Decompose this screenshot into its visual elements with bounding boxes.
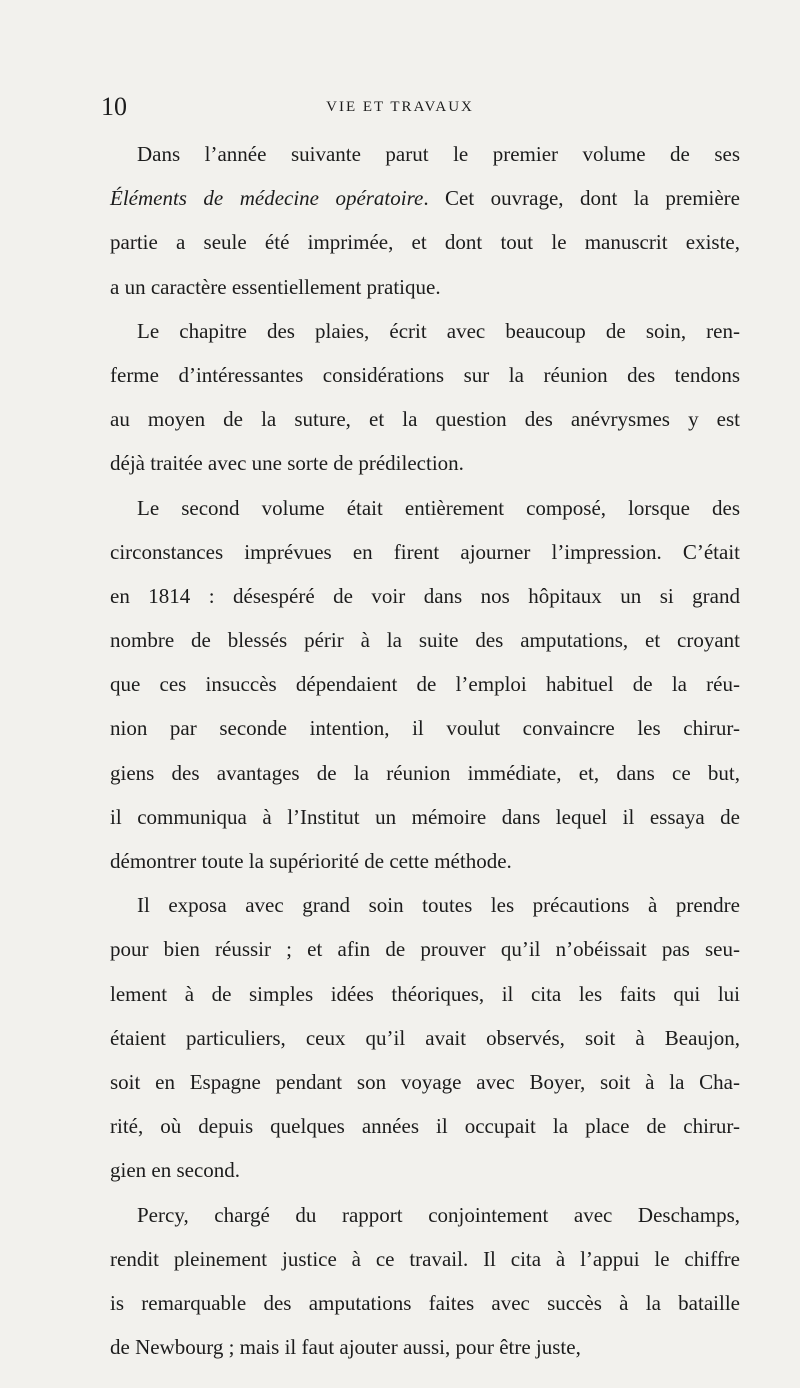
text-line (110, 1332, 740, 1376)
paragraph (110, 1200, 740, 1377)
body-text (110, 139, 740, 1376)
text-segment: Dans l’année suivante parut le premier volume de ses (137, 142, 740, 166)
text-line (110, 979, 740, 1023)
text-line (110, 227, 740, 271)
text-segment: lement à de simples idées théoriques, il cita les faits qui lui (110, 981, 740, 1006)
paragraph (110, 316, 740, 493)
text-segment: nombre de blessés périr à la suite des amputations, et croyant (110, 628, 740, 653)
text-segment: nion par seconde intention, il voulut convaincre les chirur- (110, 716, 740, 741)
text-line (110, 493, 740, 537)
text-line (110, 272, 740, 316)
page-number: 10 (101, 92, 127, 121)
text-line (110, 581, 740, 625)
text-segment: Percy, chargé du rapport conjointement avec Deschamps, (137, 1202, 740, 1227)
text-line (110, 846, 740, 890)
text-line (110, 1244, 740, 1288)
text-segment: déjà traitée avec une sorte de prédilection. (110, 451, 464, 476)
running-title: VIE ET TRAVAUX (326, 99, 474, 115)
text-segment: il communiqua à l’Institut un mémoire dans lequel il essaya de (110, 804, 740, 829)
text-segment: is remarquable des amputations faites avec succès à la bataille (110, 1290, 740, 1315)
text-segment: Le second volume était entièrement composé, lorsque des (137, 495, 740, 520)
paragraph (110, 493, 740, 891)
text-line (110, 139, 740, 183)
text-line (110, 1023, 740, 1067)
paragraph (110, 890, 740, 1199)
text-segment: partie a seule été imprimée, et dont tout le manuscrit existe, (110, 230, 740, 255)
text-segment: de Newbourg ; mais il faut ajouter aussi, pour être juste, (110, 1335, 581, 1360)
text-line (110, 758, 740, 802)
text-segment: pour bien réussir ; et afin de prouver qu’il n’obéissait pas seu- (110, 937, 740, 962)
text-line (110, 802, 740, 846)
text-segment: démontrer toute la supériorité de cette méthode. (110, 849, 512, 873)
text-line (110, 669, 740, 713)
page-header (0, 92, 800, 122)
text-segment: étaient particuliers, ceux qu’il avait observés, soit à Beaujon, (110, 1025, 740, 1050)
paragraph (110, 139, 740, 316)
text-line (110, 537, 740, 581)
text-segment: en 1814 : désespéré de voir dans nos hôpitaux un si grand (110, 583, 740, 608)
text-line (110, 316, 740, 360)
book-title-italic: Éléments de médecine opératoire (110, 186, 424, 211)
text-line (110, 360, 740, 404)
text-segment: rité, où depuis quelques années il occupait la place de chirur- (110, 1114, 740, 1139)
text-segment: rendit pleinement justice à ce travail. Il cita à l’appui le chiffre (110, 1246, 740, 1271)
text-line (110, 1288, 740, 1332)
text-segment: giens des avantages de la réunion immédiate, et, dans ce but, (110, 760, 740, 785)
text-segment: Il exposa avec grand soin toutes les précautions à prendre (137, 893, 740, 918)
text-line (110, 890, 740, 934)
text-line (110, 625, 740, 669)
text-segment: soit en Espagne pendant son voyage avec Boyer, soit à la Cha- (110, 1069, 740, 1094)
text-segment: au moyen de la suture, et la question des anévrysmes y est (110, 407, 740, 432)
text-line (110, 183, 740, 227)
text-line (110, 1200, 740, 1244)
text-segment: ferme d’intéressantes considérations sur la réunion des tendons (110, 362, 740, 387)
text-segment: circonstances imprévues en firent ajourner l’impression. C’était (110, 539, 740, 564)
text-line (110, 1067, 740, 1111)
text-segment: que ces insuccès dépendaient de l’emploi habituel de la réu- (110, 672, 740, 697)
text-segment: a un caractère essentiellement pratique. (110, 274, 441, 299)
text-line (110, 1111, 740, 1155)
text-line (110, 1155, 740, 1199)
text-line (110, 713, 740, 757)
text-line (110, 934, 740, 978)
text-line (110, 404, 740, 448)
text-segment: . Cet ouvrage, dont la première (423, 186, 740, 211)
text-line (110, 448, 740, 492)
text-segment: gien en second. (110, 1158, 241, 1183)
text-segment: Le chapitre des plaies, écrit avec beaucoup de soin, ren- (137, 318, 740, 343)
